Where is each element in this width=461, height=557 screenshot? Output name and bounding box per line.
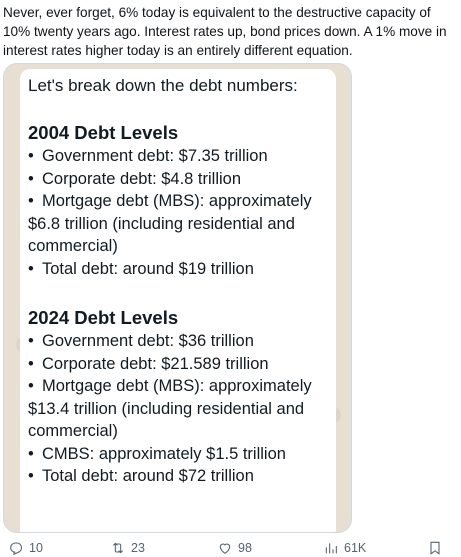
message-intro: Let's break down the debt numbers: [28, 76, 298, 95]
bullet-glyph: • [28, 259, 34, 278]
section-2004 [28, 121, 328, 280]
views-count: 61K [344, 540, 367, 555]
bullet-item: • Corporate debt: $4.8 trillion [28, 168, 328, 191]
bullet-glyph: • [28, 467, 34, 485]
heart-icon [217, 540, 233, 556]
bullet-glyph: • [28, 444, 34, 463]
bookmark-icon [427, 540, 443, 556]
repost-count: 23 [131, 540, 145, 555]
tweet-action-bar [0, 538, 461, 557]
bullet-item: • Government debt: $36 trillion [28, 330, 328, 353]
reply-icon [8, 540, 24, 556]
bullet-item: • Total debt: around $19 trillion [28, 258, 328, 281]
bullet-glyph: • [28, 192, 34, 210]
bullet-glyph: • [28, 354, 34, 373]
repost-icon [110, 540, 126, 556]
bullet-list-2024 [28, 330, 328, 488]
bullet-item: • Mortgage debt (MBS): approximately $13.4 trillion (including residential and commercial) [28, 377, 312, 440]
tweet-text: Never, ever forget, 6% today is equivalent to the destructive capacity of 10% twenty years ago. Interest rates up, bond prices down. A 1% move in interest rates higher today is an entirely different equation. [3, 5, 447, 58]
tweet-media-image[interactable] [3, 63, 352, 533]
like-count: 98 [238, 540, 252, 555]
bullet-item: • CMBS: approximately $1.5 trillion [28, 443, 328, 466]
like-button[interactable] [217, 538, 252, 557]
bullet-list-2004 [28, 145, 328, 280]
bullet-glyph: • [28, 147, 34, 165]
reply-button[interactable] [8, 538, 43, 557]
bookmark-button[interactable] [427, 538, 448, 557]
reply-count: 10 [29, 540, 43, 555]
views-button[interactable] [323, 538, 366, 557]
bullet-item: • Mortgage debt (MBS): approximately $6.8 trillion (including residential and commercial) [28, 192, 312, 255]
bullet-glyph: • [28, 377, 34, 395]
repost-button[interactable] [110, 538, 145, 557]
bullet-item: • Government debt: $7.35 trillion [28, 145, 328, 168]
section-2024 [28, 306, 328, 488]
section-title-2024: 2024 Debt Levels [28, 307, 179, 328]
bullet-glyph: • [28, 332, 34, 350]
bullet-item: • Total debt: around $72 trillion [28, 465, 328, 488]
views-chart-icon [323, 540, 339, 556]
bullet-item: • Corporate debt: $21.589 trillion [28, 353, 328, 376]
bullet-glyph: • [28, 169, 34, 188]
chat-message-bubble [20, 69, 336, 533]
section-title-2004: 2004 Debt Levels [28, 122, 179, 143]
